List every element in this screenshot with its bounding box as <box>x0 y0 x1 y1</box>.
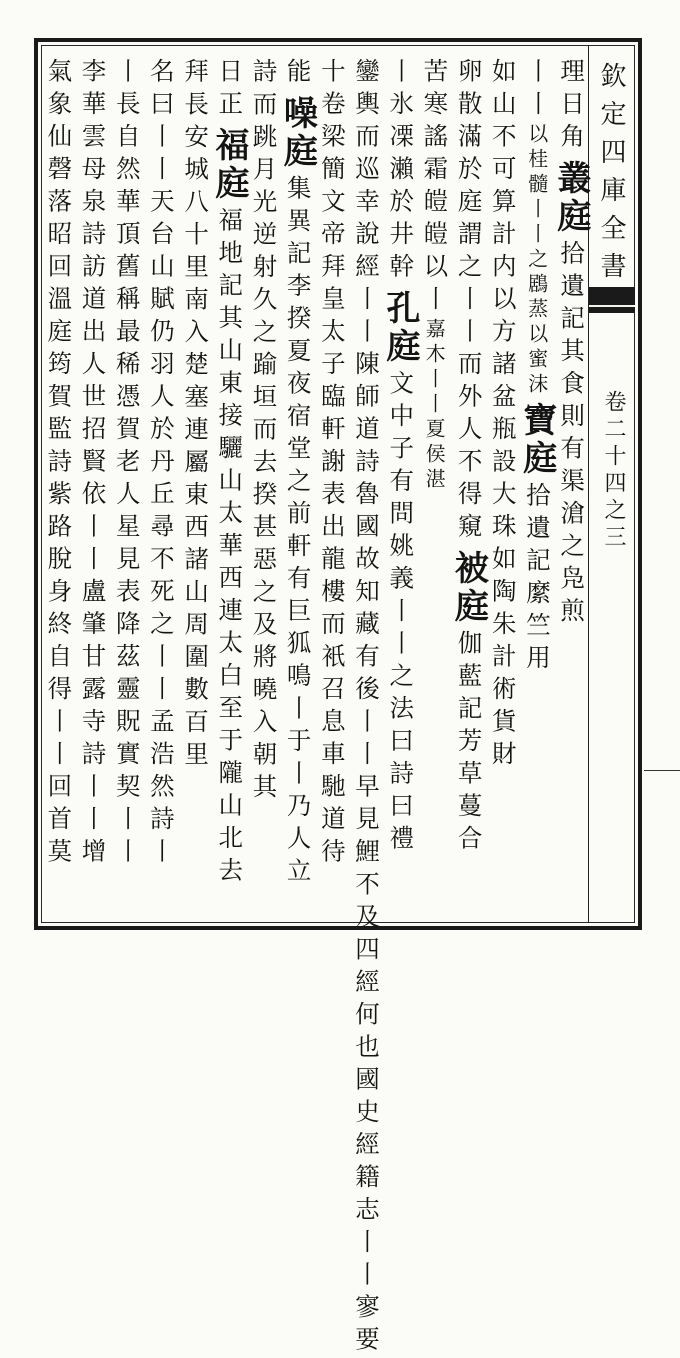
body-text: 丨氷凓瀨於井幹 <box>388 58 413 286</box>
body-text: 詩 <box>251 58 276 91</box>
body-text: 陶朱計術貨財 <box>490 578 515 773</box>
text-column <box>246 58 280 918</box>
column-stack <box>490 58 515 918</box>
body-text: 福地記其山東接驪山太華西連太白至于隴山北去 <box>217 207 242 890</box>
text-column <box>485 58 519 918</box>
body-text: 十卷梁簡文帝拜皇太子臨軒謝表出龍樓而衹召息車馳道待 <box>319 58 344 871</box>
body-text: 日正 <box>217 58 242 123</box>
column-stack <box>212 58 246 918</box>
column-stack <box>114 58 139 918</box>
body-text: 長安城八十里南入楚塞連屬東西諸山周圍數百里 <box>183 91 208 774</box>
column-stack <box>451 58 485 918</box>
commentary-text: 嘉木丨丨夏侯湛 <box>424 318 444 493</box>
body-text: 文中子有問姚義丨丨之法曰詩曰禮 <box>388 370 413 858</box>
body-text: 能 <box>285 58 310 91</box>
column-stack <box>319 58 344 918</box>
body-text: 拾遺記其食則有渠滄之凫煎 <box>559 240 584 630</box>
text-column <box>417 58 451 918</box>
body-text: 不及四經何也國史經籍志丨丨寥要 <box>354 871 379 1358</box>
column-stack <box>554 58 588 918</box>
body-text: 伽藍記芳草蔓合 <box>456 630 481 858</box>
body-text: 理日角 <box>559 58 584 156</box>
body-text: 而跳月光逆射久之踰垣而去揆甚惡之及將曉入朝其 <box>251 91 276 806</box>
body-text: 集異記李揆夏夜宿堂之前軒有巨狐鳴丨于丨乃人立 <box>285 175 310 890</box>
body-text: 丨丨 <box>524 58 549 123</box>
text-column <box>178 58 212 918</box>
body-text: 氣象仙磬落昭回溫庭筠賀監詩紫路脫身終自得丨丨回首莫 <box>46 58 71 871</box>
text-column <box>212 58 246 918</box>
margin-book-title: 欽定四庫全書 <box>598 62 624 290</box>
body-text: 如山不可算計内以方諸盆瓶設大珠如 <box>490 58 515 578</box>
entry-heading: 福庭 <box>212 127 246 203</box>
column-stack <box>46 58 71 918</box>
text-column <box>280 58 314 918</box>
column-stack <box>148 58 173 918</box>
commentary-text: 以桂髓丨丨之鶋蒸以蜜沫 <box>527 123 547 398</box>
entry-heading: 被庭 <box>451 550 485 626</box>
text-column <box>383 58 417 918</box>
body-text: 李華雲母泉詩訪道出人世招賢依丨丨盧肇甘露寺詩丨丨增 <box>80 58 105 871</box>
text-column <box>75 58 109 918</box>
body-text: 卵散滿於庭謂之丨丨而外人不得窺 <box>456 58 481 546</box>
column-stack <box>354 58 379 918</box>
column-stack <box>183 58 208 918</box>
fish-tail-mark <box>589 287 635 313</box>
body-text: 拜 <box>183 58 208 91</box>
column-stack <box>80 58 105 918</box>
fish-tail-gap <box>589 305 635 307</box>
text-column <box>315 58 349 918</box>
body-text: 名曰丨丨天台山賦仍羽人於丹丘尋不死之丨丨孟浩然詩丨 <box>148 58 173 871</box>
text-column <box>520 58 554 918</box>
text-column <box>144 58 178 918</box>
margin-volume-label: 卷二十四之三 <box>602 390 624 552</box>
entry-heading: 叢庭 <box>554 160 588 236</box>
text-column <box>554 58 588 918</box>
entry-heading: 噪庭 <box>280 95 314 171</box>
body-text: 丨長自然華頂舊稱最稀憑賀老人星見表降茲靈貺實契丨丨 <box>114 58 139 871</box>
column-stack <box>383 58 417 918</box>
column-stack <box>251 58 276 918</box>
entry-heading: 寶庭 <box>520 402 554 478</box>
column-stack <box>520 58 554 918</box>
margin-rule-mark <box>644 770 680 771</box>
body-text: 苦寒謠霜皚皚以丨 <box>422 58 447 318</box>
text-column <box>349 58 383 918</box>
entry-heading: 孔庭 <box>383 290 417 366</box>
body-text: 拾遺記縻竺用 <box>524 482 549 677</box>
body-text: 鑾輿而巡幸說經丨丨陳師道詩魯國故知藏有後丨丨早見鯉 <box>354 58 379 871</box>
column-stack <box>280 58 314 918</box>
text-column <box>451 58 485 918</box>
column-stack <box>422 58 447 918</box>
text-column <box>109 58 143 918</box>
text-column <box>41 58 75 918</box>
